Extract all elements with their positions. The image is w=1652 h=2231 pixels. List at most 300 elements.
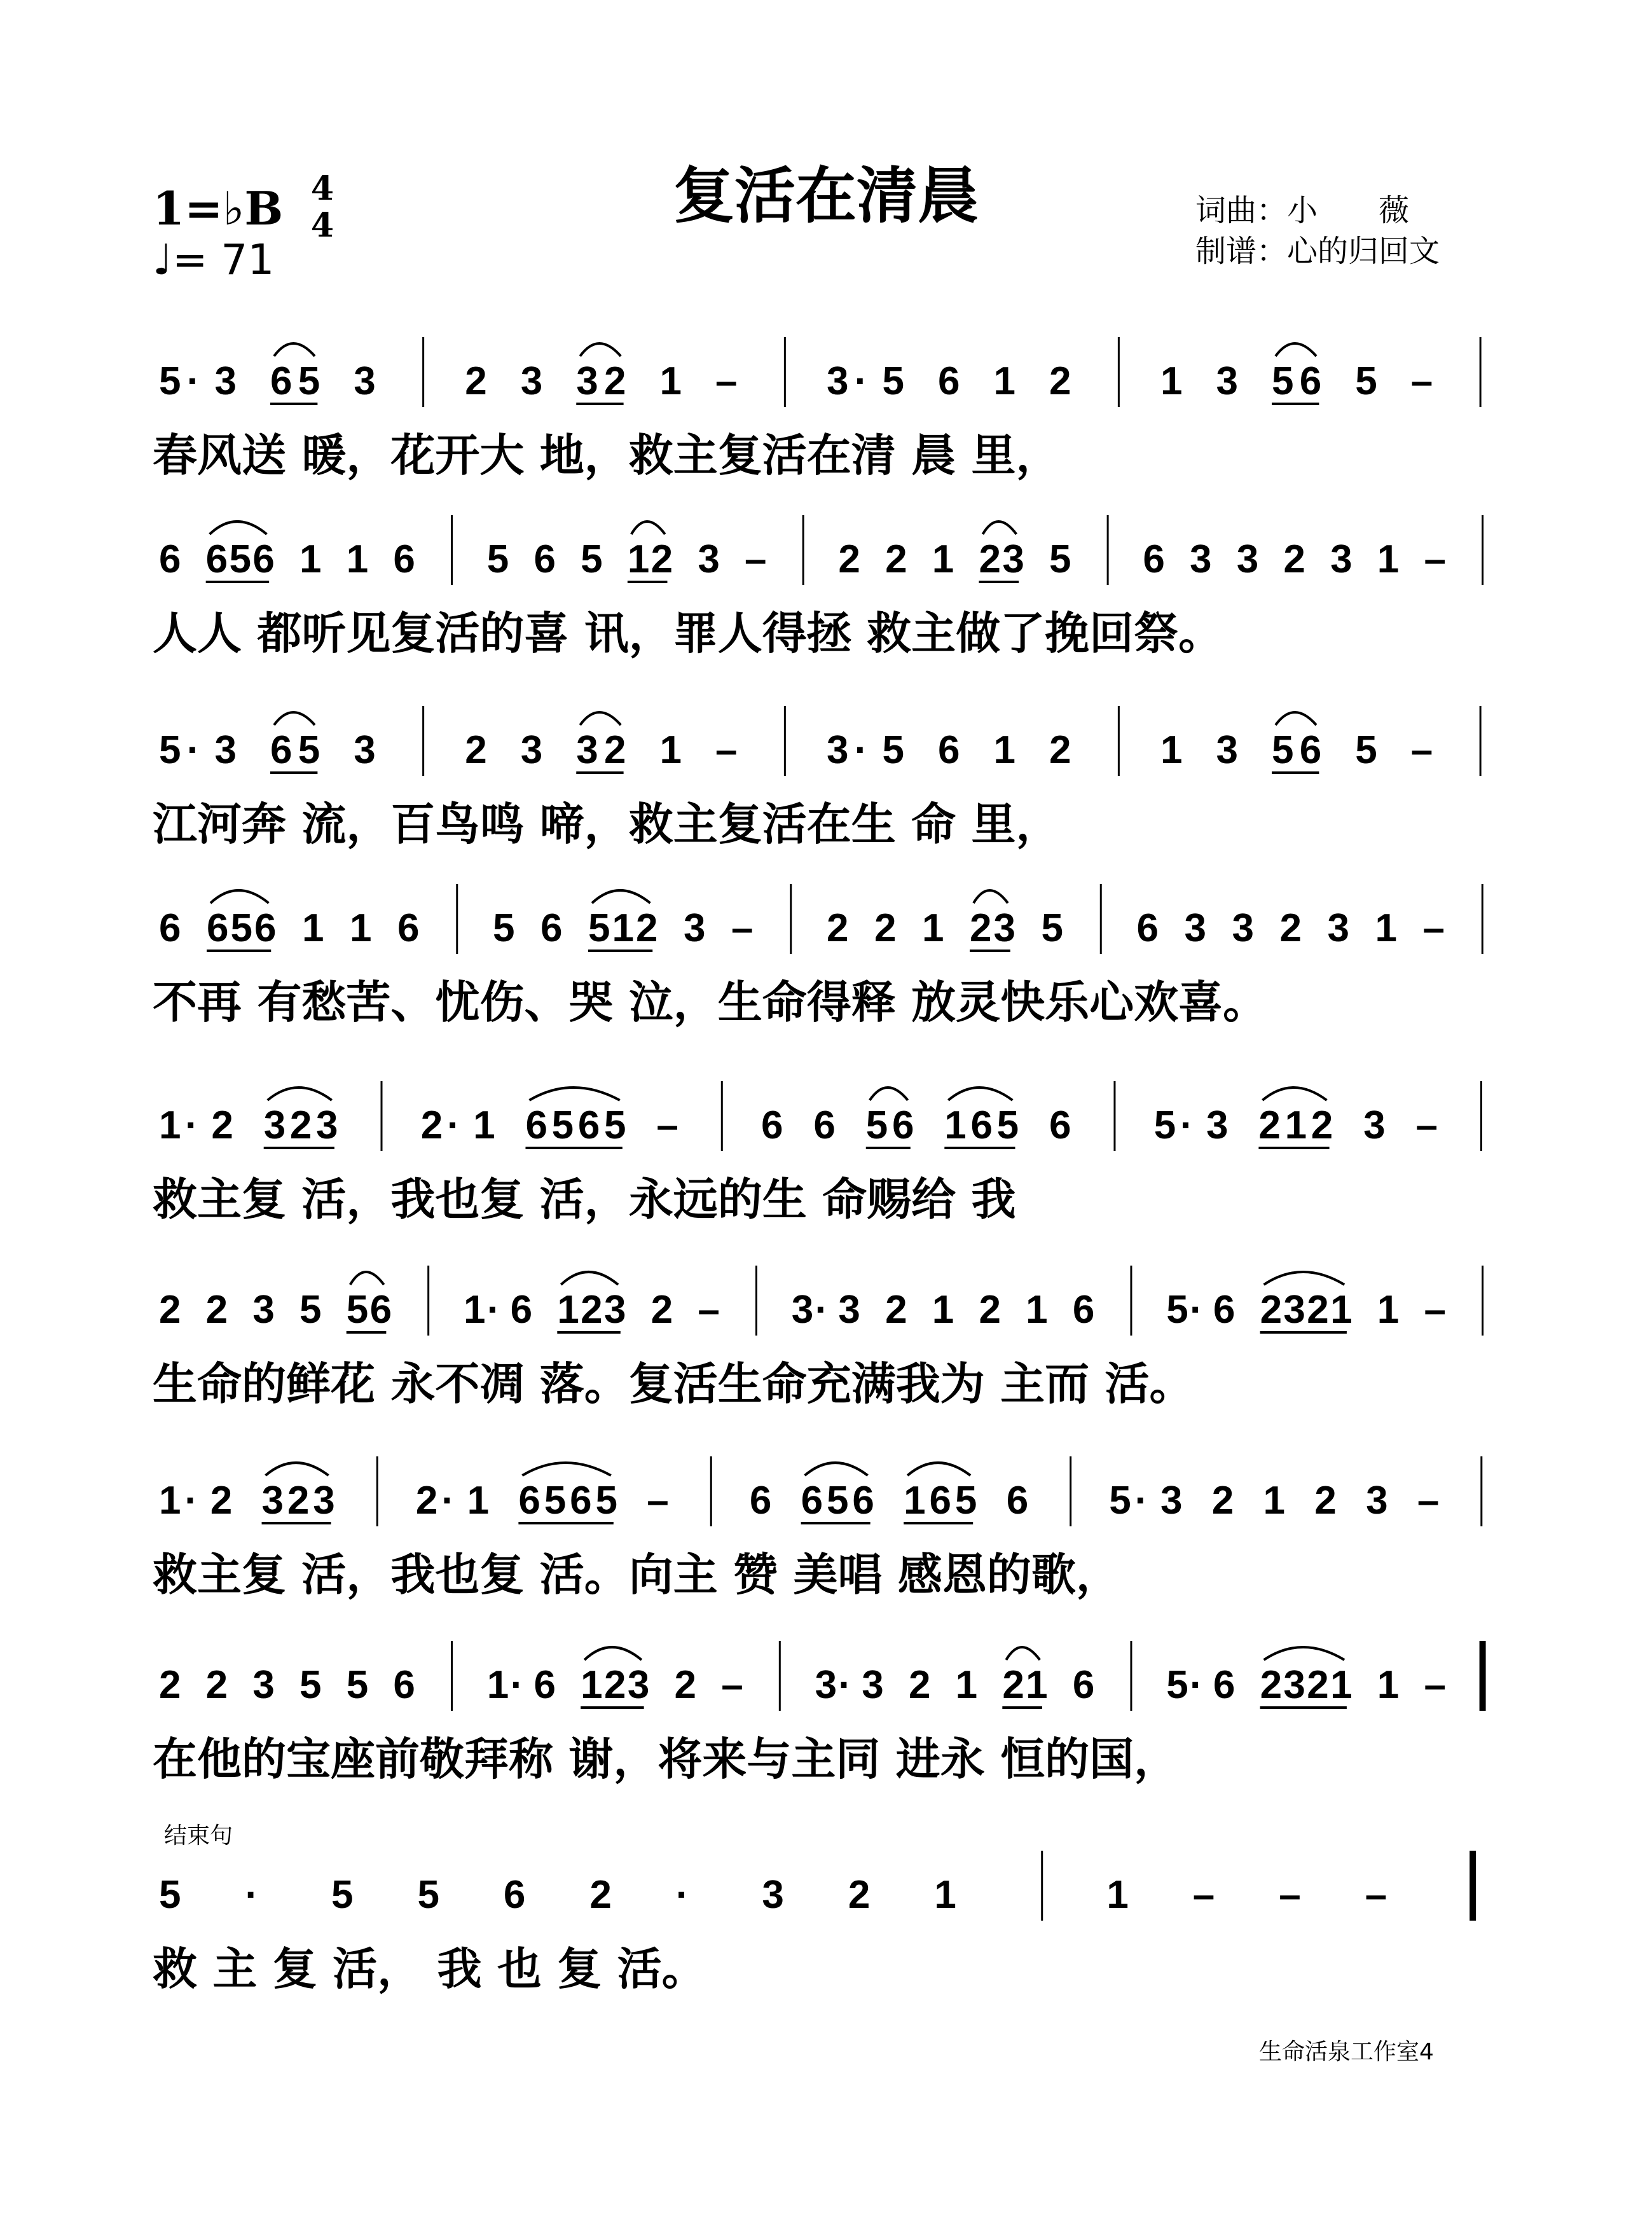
lyrics-row: 江河奔 流，百鸟鸣 啼，救主复活在生 命 里， — [153, 798, 1061, 850]
note: 6 — [270, 728, 293, 772]
note: 1 — [486, 1663, 509, 1707]
note: 2 — [885, 537, 907, 581]
notation-svg — [153, 878, 1501, 973]
dot-note: · — [675, 1873, 689, 1917]
note: 5 — [588, 906, 610, 950]
note: 2 — [159, 1288, 181, 1332]
note: 1 — [944, 1103, 967, 1147]
dash-note: – — [1192, 1873, 1215, 1917]
notation-svg — [153, 1259, 1501, 1355]
slur — [529, 1088, 619, 1100]
lyrics-row: 人人 都听见复活的喜 讯，罪人得拯 救主做了挽回祭。 — [153, 607, 1223, 660]
note: 1 — [581, 1663, 603, 1707]
note: 6 — [970, 1103, 993, 1147]
note: 2 — [1211, 1479, 1234, 1523]
note: 1 — [659, 728, 682, 772]
note: 1 — [993, 728, 1015, 772]
dot-note: · — [838, 1663, 852, 1707]
dot-note: · — [854, 728, 868, 772]
note: 1 — [302, 906, 324, 950]
note: 2 — [465, 728, 487, 772]
note: 6 — [510, 1288, 533, 1332]
note: 2 — [415, 1479, 438, 1523]
slur — [268, 1088, 332, 1100]
slur — [1264, 1272, 1345, 1285]
dot-note: · — [1190, 1288, 1203, 1332]
note: 6 — [570, 1479, 592, 1523]
note: 6 — [1006, 1479, 1029, 1523]
note: 6 — [503, 1873, 526, 1917]
note: 6 — [393, 537, 415, 581]
slur — [274, 712, 315, 725]
dot-note: · — [1190, 1663, 1203, 1707]
note: 2 — [211, 1103, 233, 1147]
slur — [592, 890, 650, 903]
note: 3 — [1216, 359, 1238, 403]
dash-note: – — [1424, 1288, 1446, 1332]
note: 2 — [979, 537, 1001, 581]
note: 5 — [1272, 359, 1294, 403]
note: 2 — [581, 1288, 603, 1332]
note: 5 — [299, 1288, 322, 1332]
dash-note: – — [656, 1103, 678, 1147]
dash-note: – — [1410, 728, 1433, 772]
notation-row — [153, 878, 1501, 973]
note: 5 — [331, 1873, 354, 1917]
dash-note: – — [715, 359, 738, 403]
note: 1 — [932, 1288, 954, 1332]
note: 5 — [604, 1103, 626, 1147]
note: 3 — [1190, 537, 1212, 581]
note: 3 — [520, 359, 543, 403]
slur — [522, 1463, 610, 1475]
note: 1 — [922, 906, 944, 950]
note: 6 — [525, 1103, 547, 1147]
note: 3 — [1363, 1103, 1386, 1147]
note: 6 — [929, 1479, 952, 1523]
note: 1 — [159, 1479, 181, 1523]
notation-svg — [153, 1075, 1501, 1170]
slur — [561, 1272, 618, 1285]
note: 6 — [533, 1663, 556, 1707]
slur — [210, 521, 267, 534]
notation-row — [153, 1634, 1501, 1730]
note: 2 — [674, 1663, 697, 1707]
note: 1 — [1377, 1288, 1400, 1332]
note: 5 — [298, 728, 320, 772]
note: 1 — [159, 1103, 181, 1147]
dash-note: – — [1415, 1103, 1438, 1147]
note: 2 — [1307, 1663, 1329, 1707]
slur — [1262, 1088, 1326, 1100]
dot-note: · — [441, 1479, 455, 1523]
lyrics-row: 救主复 活，我也复 活，永远的生 命赐给 我 — [153, 1173, 1016, 1226]
note: 2 — [874, 906, 897, 950]
note: 3 — [520, 728, 543, 772]
note: 6 — [1299, 728, 1322, 772]
note: 5 — [1153, 1103, 1176, 1147]
slur — [1006, 1647, 1040, 1660]
dash-note: – — [1279, 1873, 1301, 1917]
dash-note: – — [1424, 1663, 1446, 1707]
note: 1 — [627, 537, 650, 581]
credit-transcriber: 制谱：心的归回文 — [1195, 233, 1440, 269]
dash-note: – — [715, 728, 738, 772]
note: 6 — [159, 537, 181, 581]
note: 6 — [518, 1479, 540, 1523]
dot-note: · — [1180, 1103, 1194, 1147]
note: 1 — [993, 359, 1015, 403]
note: 3 — [1232, 906, 1254, 950]
note: 3 — [214, 359, 237, 403]
note: 5 — [229, 537, 252, 581]
note: 3 — [762, 1873, 784, 1917]
note: 3 — [1206, 1103, 1229, 1147]
note: 1 — [1375, 906, 1397, 950]
note: 2 — [1260, 1663, 1283, 1707]
note: 5 — [954, 1479, 977, 1523]
slur — [274, 343, 315, 356]
notation-svg — [153, 1450, 1501, 1545]
note: 2 — [1002, 1663, 1024, 1707]
note: 1 — [463, 1288, 486, 1332]
note: 3 — [316, 1103, 338, 1147]
note: 6 — [1136, 906, 1159, 950]
note: 5 — [159, 359, 181, 403]
lyrics-row: 春风送 暖，花开大 地，救主复活在清 晨 里， — [153, 429, 1061, 481]
note: 1 — [1026, 1288, 1048, 1332]
note: 6 — [749, 1479, 772, 1523]
note: 3 — [214, 728, 237, 772]
footer-credit: 生命活泉工作室4 — [1259, 2039, 1434, 2065]
slur — [1276, 343, 1316, 356]
note: 5 — [299, 1663, 322, 1707]
note: 2 — [1049, 359, 1071, 403]
note: 6 — [852, 1479, 874, 1523]
note: 3 — [252, 1663, 275, 1707]
note: 2 — [1260, 1288, 1283, 1332]
note: 6 — [1072, 1663, 1095, 1707]
note: 3 — [1216, 728, 1238, 772]
note: 6 — [397, 906, 420, 950]
slur — [350, 1272, 384, 1285]
note: 1 — [346, 537, 369, 581]
notation-row — [153, 509, 1501, 604]
key-signature: 1=♭B — [153, 181, 284, 235]
dot-note: · — [245, 1873, 259, 1917]
note: 3 — [1366, 1479, 1388, 1523]
slur — [948, 1088, 1012, 1100]
lyrics-row: 救 主 复 活， 我 也 复 活。 — [153, 1943, 706, 1995]
note: 2 — [636, 906, 658, 950]
note: 6 — [938, 728, 960, 772]
note: 3 — [354, 359, 376, 403]
note: 5 — [230, 906, 252, 950]
slur — [974, 890, 1008, 903]
note: 6 — [577, 1103, 600, 1147]
slur — [1276, 712, 1316, 725]
note: 5 — [159, 1873, 181, 1917]
slur — [805, 1463, 868, 1475]
note: 1 — [1284, 1103, 1307, 1147]
note: 5 — [298, 359, 320, 403]
note: 3 — [263, 1103, 286, 1147]
note: 5 — [1109, 1479, 1131, 1523]
note: 3 — [1330, 537, 1353, 581]
note: 6 — [1213, 1663, 1236, 1707]
note: 3 — [313, 1479, 335, 1523]
note: 2 — [1311, 1103, 1333, 1147]
time-signature-bottom: 4 — [310, 206, 334, 245]
note: 2 — [465, 359, 487, 403]
note: 6 — [252, 537, 275, 581]
time-signature — [306, 170, 338, 244]
note: 2 — [970, 906, 992, 950]
slur — [907, 1463, 970, 1475]
note: 3 — [604, 1288, 626, 1332]
slur — [584, 1647, 642, 1660]
notation-svg — [153, 509, 1501, 604]
notation-svg — [153, 1634, 1501, 1730]
notation-svg — [153, 700, 1501, 795]
dot-note: · — [186, 728, 200, 772]
note: 2 — [420, 1103, 443, 1147]
dot-note: · — [185, 1103, 198, 1147]
dot-note: · — [854, 359, 868, 403]
dot-note: · — [815, 1288, 829, 1332]
note: 3 — [1236, 537, 1259, 581]
note: 1 — [1330, 1663, 1353, 1707]
note: 6 — [1213, 1288, 1236, 1332]
note: 5 — [1166, 1663, 1188, 1707]
note: 2 — [650, 537, 673, 581]
note: 2 — [885, 1288, 907, 1332]
note: 2 — [604, 1663, 626, 1707]
credit-lyricist: 词曲：小 薇 — [1195, 193, 1410, 228]
note: 2 — [827, 906, 849, 950]
note: 6 — [533, 537, 556, 581]
slur — [580, 343, 621, 356]
note: 6 — [938, 359, 960, 403]
lyrics-row: 生命的鲜花 永不凋 落。复活生命充满我为 主而 活。 — [153, 1358, 1194, 1410]
note: 3 — [993, 906, 1015, 950]
note: 3 — [252, 1288, 275, 1332]
notation-row — [153, 1075, 1501, 1170]
note: 2 — [159, 1663, 181, 1707]
note: 2 — [210, 1479, 233, 1523]
note: 3 — [827, 728, 849, 772]
note: 2 — [1283, 537, 1305, 581]
note: 2 — [205, 1288, 228, 1332]
dash-note: – — [745, 537, 767, 581]
time-signature-top: 4 — [310, 169, 334, 208]
ending-label: 结束句 — [164, 1823, 233, 1849]
note: 5 — [882, 359, 904, 403]
note: 1 — [659, 359, 682, 403]
note: 5 — [1041, 906, 1063, 950]
note: 3 — [1002, 537, 1024, 581]
note: 2 — [604, 728, 626, 772]
note: 1 — [904, 1479, 926, 1523]
note: 5 — [486, 537, 509, 581]
note: 6 — [270, 359, 293, 403]
note: 2 — [589, 1873, 612, 1917]
note: 1 — [1377, 1663, 1400, 1707]
note: 5 — [1355, 359, 1377, 403]
note: 5 — [827, 1479, 849, 1523]
note: 1 — [467, 1479, 490, 1523]
note: 3 — [576, 359, 598, 403]
note: 1 — [1263, 1479, 1286, 1523]
note: 3 — [791, 1288, 814, 1332]
note: 5 — [346, 1663, 369, 1707]
note: 3 — [261, 1479, 284, 1523]
note: 2 — [289, 1103, 312, 1147]
dash-note: – — [647, 1479, 669, 1523]
notation-row — [153, 700, 1501, 795]
tempo-marking: ♩= 71 — [153, 235, 275, 284]
note: 1 — [473, 1103, 495, 1147]
note: 3 — [684, 906, 706, 950]
dash-note: – — [698, 1288, 720, 1332]
note: 6 — [813, 1103, 836, 1147]
note: 5 — [493, 906, 515, 950]
note: 1 — [557, 1288, 579, 1332]
note: 2 — [1314, 1479, 1337, 1523]
note: 6 — [254, 906, 277, 950]
note: 3 — [862, 1663, 884, 1707]
note: 6 — [540, 906, 563, 950]
note: 1 — [299, 537, 322, 581]
note: 5 — [544, 1479, 567, 1523]
lyrics-row: 不再 有愁苦、忧伤、哭 泣，生命得释 放灵快乐心欢喜。 — [153, 976, 1268, 1028]
note: 5 — [595, 1479, 618, 1523]
note: 2 — [205, 1663, 228, 1707]
note: 6 — [1072, 1288, 1095, 1332]
note: 6 — [1143, 537, 1165, 581]
note: 1 — [1026, 1663, 1048, 1707]
note: 2 — [908, 1663, 931, 1707]
note: 2 — [1258, 1103, 1281, 1147]
dash-note: – — [1417, 1479, 1440, 1523]
note: 2 — [650, 1288, 673, 1332]
note: 5 — [417, 1873, 439, 1917]
note: 3 — [827, 359, 849, 403]
note: 3 — [1160, 1479, 1183, 1523]
note: 5 — [1355, 728, 1377, 772]
dot-note: · — [510, 1663, 524, 1707]
slur — [1264, 1647, 1345, 1660]
note: 6 — [159, 906, 181, 950]
dot-note: · — [486, 1288, 500, 1332]
note: 5 — [865, 1103, 888, 1147]
slur — [982, 521, 1016, 534]
note: 1 — [1160, 359, 1183, 403]
note: 5 — [551, 1103, 574, 1147]
note: 1 — [1330, 1288, 1353, 1332]
note: 2 — [604, 359, 626, 403]
note: 3 — [1327, 906, 1349, 950]
note: 6 — [369, 1288, 392, 1332]
dot-note: · — [1134, 1479, 1148, 1523]
note: 3 — [576, 728, 598, 772]
note: 5 — [996, 1103, 1019, 1147]
note: 6 — [891, 1103, 914, 1147]
note: 3 — [354, 728, 376, 772]
note: 3 — [627, 1663, 650, 1707]
dash-note: – — [721, 1663, 743, 1707]
note: 3 — [838, 1288, 860, 1332]
dot-note: · — [184, 1479, 198, 1523]
note: 5 — [1166, 1288, 1188, 1332]
note: 2 — [287, 1479, 310, 1523]
slur — [870, 1088, 908, 1100]
note: 5 — [882, 728, 904, 772]
note: 3 — [815, 1663, 837, 1707]
note: 1 — [1160, 728, 1183, 772]
note: 2 — [838, 537, 860, 581]
note: 6 — [205, 537, 228, 581]
slur — [210, 890, 269, 903]
note: 2 — [1307, 1288, 1329, 1332]
note: 3 — [1184, 906, 1206, 950]
song-title: 复活在清晨 — [673, 160, 979, 231]
note: 5 — [1272, 728, 1294, 772]
note: 2 — [1049, 728, 1071, 772]
slur — [580, 712, 621, 725]
note: 6 — [761, 1103, 783, 1147]
note: 1 — [1377, 537, 1400, 581]
dash-note: – — [1365, 1873, 1387, 1917]
notation-row — [153, 1844, 1501, 1940]
notation-row — [153, 331, 1501, 426]
note: 6 — [801, 1479, 823, 1523]
lyrics-row: 在他的宝座前敬拜称 谢，将来与主同 进永 恒的国， — [153, 1733, 1179, 1785]
dash-note: – — [1424, 537, 1446, 581]
note: 3 — [1283, 1663, 1305, 1707]
note: 2 — [979, 1288, 1001, 1332]
dot-note: · — [446, 1103, 460, 1147]
note: 5 — [581, 537, 603, 581]
note: 2 — [1279, 906, 1302, 950]
note: 1 — [1106, 1873, 1129, 1917]
notation-row — [153, 1259, 1501, 1355]
note: 5 — [346, 1288, 369, 1332]
note: 6 — [1049, 1103, 1071, 1147]
dot-note: · — [186, 359, 200, 403]
note: 6 — [207, 906, 229, 950]
note: 6 — [1299, 359, 1322, 403]
slur — [266, 1463, 329, 1475]
note: 1 — [934, 1873, 956, 1917]
note: 1 — [932, 537, 954, 581]
notation-svg — [153, 331, 1501, 426]
note: 2 — [848, 1873, 871, 1917]
note: 5 — [1049, 537, 1071, 581]
note: 1 — [350, 906, 372, 950]
slur — [631, 521, 665, 534]
note: 1 — [955, 1663, 978, 1707]
notation-row — [153, 1450, 1501, 1545]
dash-note: – — [731, 906, 754, 950]
dash-note: – — [1422, 906, 1445, 950]
note: 3 — [1283, 1288, 1305, 1332]
note: 6 — [393, 1663, 415, 1707]
notation-svg — [153, 1844, 1501, 1940]
dash-note: – — [1410, 359, 1433, 403]
note: 5 — [159, 728, 181, 772]
note: 1 — [612, 906, 634, 950]
